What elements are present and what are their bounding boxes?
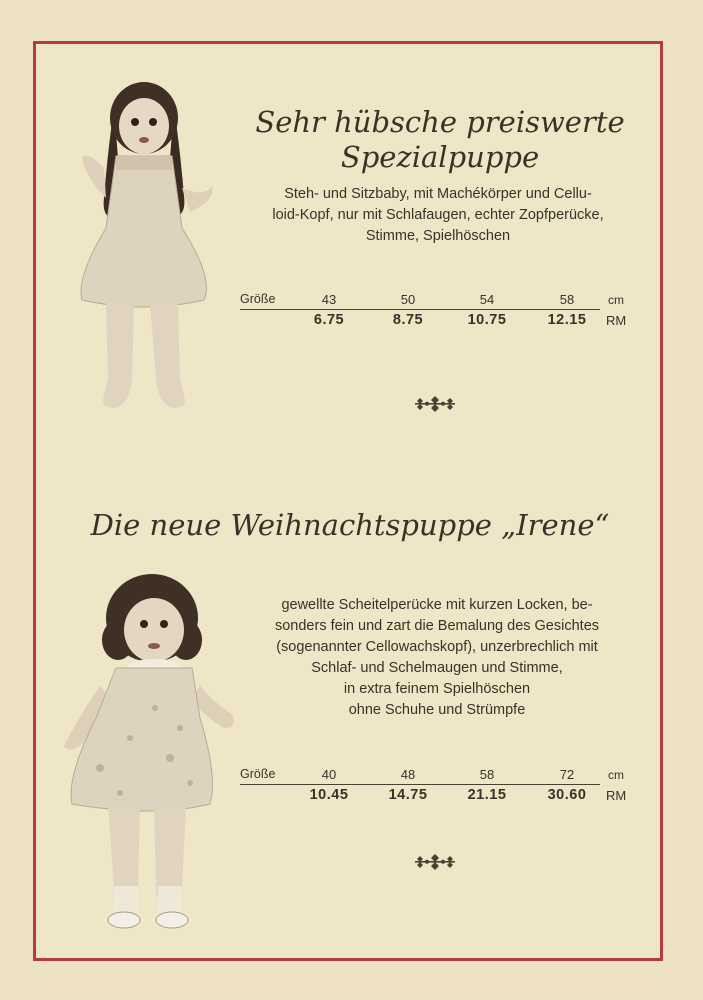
size-cell: 50	[400, 292, 416, 307]
size-cell: 43	[321, 292, 337, 307]
size-cell: 48	[400, 767, 416, 782]
product-2-description-line: (sogenannter Cellowachskopf), unzerbrechlich mit	[276, 639, 598, 655]
price-cell: 30.60	[547, 787, 587, 803]
size-label: Größe	[240, 292, 276, 306]
product-2-description-line: ohne Schuhe und Strümpfe	[348, 702, 526, 718]
product-1-price-table	[240, 292, 635, 332]
doll-photo-curls	[60, 568, 240, 938]
product-2-description-line: gewellte Scheitelperücke mit kurzen Locken, be-	[281, 597, 593, 613]
size-unit: cm	[608, 293, 624, 307]
price-cell: 10.75	[467, 312, 507, 328]
product-1-title-line-1: Sehr hübsche preiswerte	[255, 105, 625, 139]
price-unit: RM	[606, 313, 627, 328]
size-cell: 58	[479, 767, 495, 782]
table-rule	[240, 784, 600, 785]
product-1-title-line-2: Spezialpuppe	[340, 140, 540, 174]
price-cell: 6.75	[313, 312, 345, 328]
price-unit: RM	[606, 788, 627, 803]
product-2-price-table	[240, 767, 635, 807]
size-label: Größe	[240, 767, 276, 781]
product-2-description-line: Schlaf- und Schelmaugen und Stimme,	[311, 660, 563, 676]
product-2-description	[236, 595, 638, 721]
size-unit: cm	[608, 768, 624, 782]
price-cell: 12.15	[547, 312, 587, 328]
price-cell: 10.45	[309, 787, 349, 803]
price-cell: 14.75	[388, 787, 428, 803]
size-cell: 40	[321, 767, 337, 782]
product-1-description	[236, 184, 640, 247]
price-cell: 8.75	[392, 312, 424, 328]
product-2-title: Die neue Weihnachtspuppe „Irene“	[90, 508, 610, 542]
table-rule	[240, 309, 600, 310]
size-cell: 58	[559, 292, 575, 307]
size-cell: 54	[479, 292, 495, 307]
product-2-description-line: sonders fein und zart die Bemalung des Gesichtes	[274, 618, 600, 634]
doll-photo-braids	[64, 78, 224, 418]
product-1-description-line: Steh- und Sitzbaby, mit Machékörper und Cellu-	[284, 186, 592, 202]
size-cell: 72	[559, 767, 575, 782]
price-cell: 21.15	[467, 787, 507, 803]
product-2-description-line: in extra feinem Spielhöschen	[343, 681, 531, 697]
product-1-description-line: Stimme, Spielhöschen	[365, 228, 511, 244]
product-1-description-line: loid-Kopf, nur mit Schlafaugen, echter Zopfperücke,	[272, 207, 604, 223]
ornament-icon	[412, 393, 458, 415]
ornament-icon	[412, 851, 458, 873]
